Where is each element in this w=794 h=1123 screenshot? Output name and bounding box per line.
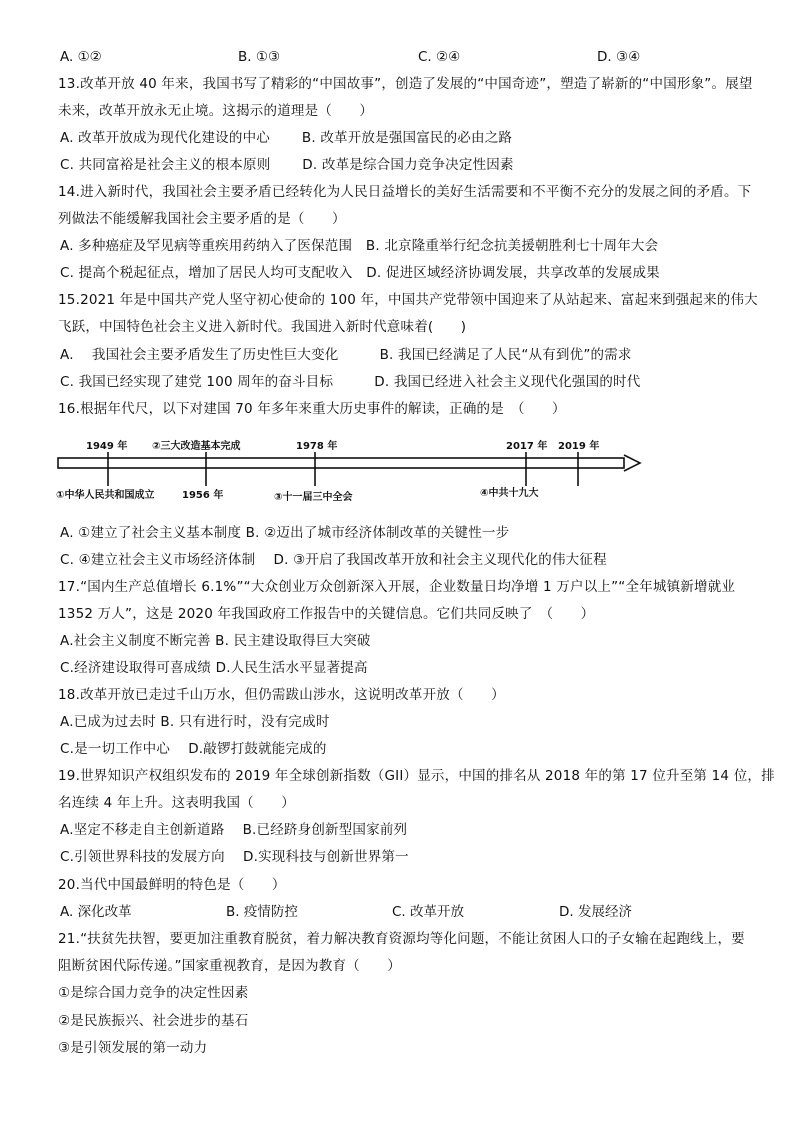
timeline-label-2019: 2019 年 <box>558 441 600 452</box>
q21-item-2: ②是民族振兴、社会进步的基石 <box>58 1013 249 1029</box>
q20-stem-line-1: 20.当代中国最鲜明的特色是（ ） <box>58 877 286 893</box>
q17-stem-line-2: 1352 万人”，这是 2020 年我国政府工作报告中的关键信息。它们共同反映了 （ ） <box>58 606 595 622</box>
q19-options-row-2[interactable]: C.引领世界科技的发展方向 D.实现科技与创新世界第一 <box>60 849 409 865</box>
q21-item-1: ①是综合国力竞争的决定性因素 <box>58 985 249 1001</box>
q21-stem-line-2: 阻断贫困代际传递。”国家重视教育，是因为教育（ ） <box>58 958 401 974</box>
q13-stem-line-2: 未来，改革开放永无止境。这揭示的道理是（ ） <box>58 103 374 119</box>
q13-options-row-2[interactable]: C. 共同富裕是社会主义的根本原则 D. 改革是综合国力竞争决定性因素 <box>60 157 514 173</box>
timeline-label-2017: 2017 年 <box>506 441 548 452</box>
q16-stem-line-1: 16.根据年代尺，以下对建国 70 年多年来重大历史事件的解读，正确的是 （ ） <box>58 401 566 417</box>
q20-option-a[interactable]: A. 深化改革 <box>60 904 132 920</box>
timeline-label-1949: 1949 年 <box>86 441 128 452</box>
q17-options-row-1[interactable]: A.社会主义制度不断完善 B. 民主建设取得巨大突破 <box>60 633 371 649</box>
q20-option-b[interactable]: B. 疫情防控 <box>226 904 298 920</box>
q19-stem-line-1: 19.世界知识产权组织发布的 2019 年全球创新指数（GII）显示，中国的排名从 2018 年的第 17 位升至第 14 位，排 <box>58 768 775 784</box>
q21-stem-line-1: 21.“扶贫先扶智，要更加注重教育脱贫，着力解决教育资源均等化问题，不能让贫困人口的子女输在起跑线上，要 <box>58 931 745 947</box>
q12-option-d[interactable]: D. ③④ <box>597 49 641 65</box>
q14-stem-line-1: 14.进入新时代，我国社会主要矛盾已经转化为人民日益增长的美好生活需要和不平衡不充分的发展之间的矛盾。下 <box>58 184 752 200</box>
timeline-arrow-icon <box>624 455 640 471</box>
q16-timeline <box>52 434 652 510</box>
q12-option-b[interactable]: B. ①③ <box>238 49 281 65</box>
q15-options-row-2[interactable]: C. 我国已经实现了建党 100 周年的奋斗目标 D. 我国已经进入社会主义现代化强国的时代 <box>60 374 641 390</box>
q15-stem-line-2: 飞跃，中国特色社会主义进入新时代。我国进入新时代意味着( ) <box>58 319 467 335</box>
q21-item-3: ③是引领发展的第一动力 <box>58 1040 208 1056</box>
q14-options-row-1[interactable]: A. 多种癌症及罕见病等重疾用药纳入了医保范围 B. 北京隆重举行纪念抗美援朝胜利七十周年大会 <box>60 238 659 254</box>
timeline-label-1978: 1978 年 <box>296 441 338 452</box>
timeline-label-event-2: ②三大改造基本完成 <box>152 441 241 452</box>
timeline-svg <box>52 434 652 510</box>
q18-stem-line-1: 18.改革开放已走过千山万水，但仍需跋山涉水，这说明改革开放（ ） <box>58 687 505 703</box>
q18-options-row-2[interactable]: C.是一切工作中心 D.敲锣打鼓就能完成的 <box>60 741 327 757</box>
q12-option-c[interactable]: C. ②④ <box>418 49 461 65</box>
timeline-label-event-3: ③十一届三中全会 <box>274 492 353 503</box>
q17-options-row-2[interactable]: C.经济建设取得可喜成绩 D.人民生活水平显著提高 <box>60 660 368 676</box>
q14-options-row-2[interactable]: C. 提高个税起征点，增加了居民人均可支配收入 D. 促进区域经济协调发展，共享改革的发展成果 <box>60 265 660 281</box>
q19-options-row-1[interactable]: A.坚定不移走自主创新道路 B.已经跻身创新型国家前列 <box>60 822 408 838</box>
q15-stem-line-1: 15.2021 年是中国共产党人坚守初心使命的 100 年，中国共产党带领中国迎来了从站起来、富起来到强起来的伟大 <box>58 292 758 308</box>
q13-options-row-1[interactable]: A. 改革开放成为现代化建设的中心 B. 改革开放是强国富民的必由之路 <box>60 130 513 146</box>
q18-options-row-1[interactable]: A.已成为过去时 B. 只有进行时，没有完成时 <box>60 714 330 730</box>
q20-option-c[interactable]: C. 改革开放 <box>392 904 465 920</box>
q20-option-d[interactable]: D. 发展经济 <box>559 904 632 920</box>
q15-options-row-1[interactable]: A. 我国社会主要矛盾发生了历史性巨大变化 B. 我国已经满足了人民“从有到优”的需求 <box>60 347 632 363</box>
timeline-bar <box>58 458 624 468</box>
q14-stem-line-2: 列做法不能缓解我国社会主要矛盾的是（ ） <box>58 211 346 227</box>
timeline-label-event-1: ①中华人民共和国成立 <box>56 490 155 501</box>
q16-options-row-2[interactable]: C. ④建立社会主义市场经济体制 D. ③开启了我国改革开放和社会主义现代化的伟大征程 <box>60 552 607 568</box>
timeline-label-1956: 1956 年 <box>182 490 224 501</box>
q17-stem-line-1: 17.“国内生产总值增长 6.1%”“大众创业万众创新深入开展，企业数量日均净增 1 万户以上”“全年城镇新增就业 <box>58 579 736 595</box>
q16-options-row-1[interactable]: A. ①建立了社会主义基本制度 B. ②迈出了城市经济体制改革的关键性一步 <box>60 525 510 541</box>
q19-stem-line-2: 名连续 4 年上升。这表明我国（ ） <box>58 795 295 811</box>
q13-stem-line-1: 13.改革开放 40 年来，我国书写了精彩的“中国故事”，创造了发展的“中国奇迹”，塑造了崭新的“中国形象”。展望 <box>58 76 753 92</box>
q12-option-a[interactable]: A. ①② <box>60 49 102 65</box>
timeline-label-event-4: ④中共十九大 <box>480 488 539 499</box>
